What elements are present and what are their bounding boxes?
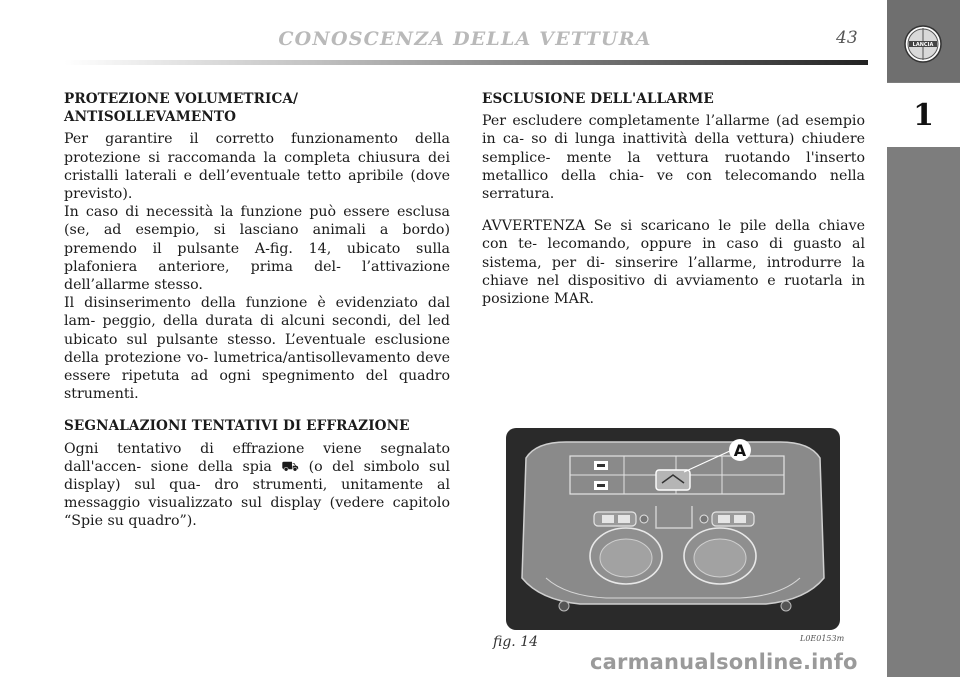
paragraph: Per escludere completamente l’allarme (ad esempio in ca- so di lunga inattività della vettura) chiudere semplice- mente la vettura ruotando l'inserto metallico della chia- ve con telecomando nella serratura.: [482, 113, 865, 203]
paragraph: AVVERTENZA Se si scaricano le pile della chiave con te- lecomando, oppure in caso di guasto al sistema, per di- sinserire l’allarme, introdurre la chiave nel dispositivo di avviamento e ruotarla in posizione MAR.: [482, 218, 865, 308]
watermark-text: carmanualsonline.info: [590, 650, 858, 674]
lancia-logo-icon: [903, 24, 943, 64]
running-header-title: CONOSCENZA DELLA VETTURA: [278, 28, 652, 50]
section-heading-esclusione: ESCLUSIONE DELL'ALLARME: [482, 91, 714, 107]
page-number: 43: [836, 28, 858, 48]
section-heading-segnalazioni: SEGNALAZIONI TENTATIVI DI EFFRAZIONE: [64, 418, 410, 435]
section-heading-protezione: PROTEZIONE VOLUMETRICA/ ANTISOLLEVAMENTO: [64, 91, 299, 126]
figure-14-ceiling-light-illustration: [506, 428, 840, 630]
figure-caption: fig. 14: [493, 634, 539, 650]
left-column: [64, 90, 450, 531]
paragraph: Il disinserimento della funzione è evidenziato dal lam- peggio, della durata di alcuni secondi, del led ubicato sul pulsante stesso. L’eventuale esclusione della protezione vo- lumetrica/antisollevamento deve essere ripetuta ad ogni spegnimento del quadro strumenti.: [64, 295, 450, 403]
paragraph: Per garantire il corretto funzionamento della protezione si raccomanda la completa chiusura dei cristalli laterali e dell’eventuale tetto apribile (dove previsto).: [64, 131, 450, 203]
right-column: [482, 90, 865, 308]
callout-label-a: A: [733, 441, 747, 460]
header-rule: [64, 60, 868, 65]
paragraph: In caso di necessità la funzione può essere esclusa (se, ad esempio, si lasciano animali a bordo) premendo il pulsante A-fig. 14, ubicato sulla plafoniera anteriore, prima del- l’attivazione dell’allarme stesso.: [64, 204, 450, 294]
chapter-tab[interactable]: [887, 83, 960, 147]
chapter-number: 1: [913, 97, 934, 133]
svg-text:LANCIA: LANCIA: [912, 42, 934, 48]
figure-code: L0E0153m: [800, 634, 845, 643]
paragraph: Ogni tentativo di effrazione viene segnalato dall'accen- sione della spia ⛟ (o del simbolo sul display) sul qua- dro strumenti, unitamente al messaggio visualizzato sul display (vedere capitolo “Spie su quadro”).: [64, 440, 450, 530]
